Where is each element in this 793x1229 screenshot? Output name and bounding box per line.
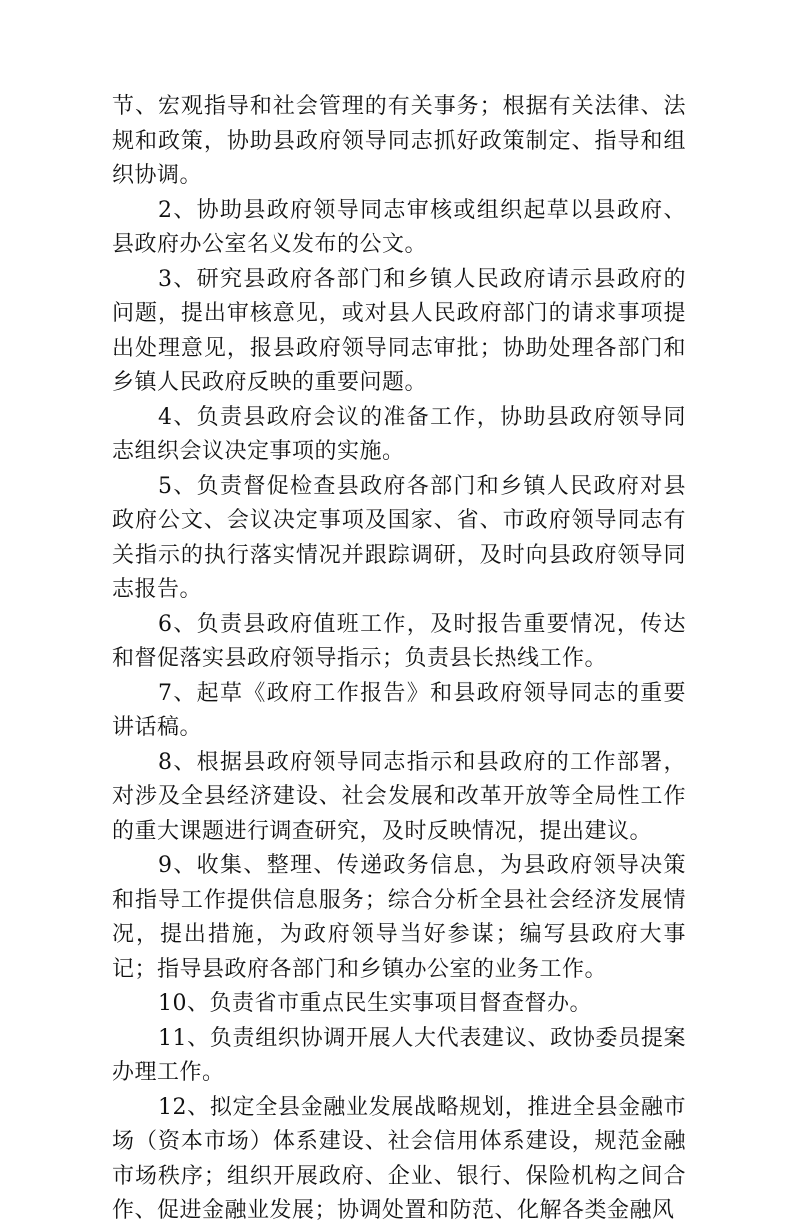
paragraph-item-6: 6、负责县政府值班工作，及时报告重要情况，传达和督促落实县政府领导指示；负责县长热线工作。 [112, 611, 686, 671]
paragraph-item-8: 8、根据县政府领导同志指示和县政府的工作部署，对涉及全县经济建设、社会发展和改革开放等全局性工作的重大课题进行调查研究，及时反映情况，提出建议。 [112, 749, 686, 844]
paragraph-item-10: 10、负责省市重点民生实事项目督查督办。 [158, 991, 592, 1016]
paragraph-item-7: 7、起草《政府工作报告》和县政府领导同志的重要讲话稿。 [112, 680, 686, 740]
paragraph-item-12: 12、拟定全县金融业发展战略规划，推进全县金融市场（资本市场）体系建设、社会信用体系建设，规范金融市场秩序；组织开展政府、企业、银行、保险机构之间合作、促进金融业发展；协调处置和防范、化解各类金融风 [112, 1094, 686, 1223]
paragraph-item-5: 5、负责督促检查县政府各部门和乡镇人民政府对县政府公文、会议决定事项及国家、省、市政府领导同志有关指示的执行落实情况并跟踪调研，及时向县政府领导同志报告。 [112, 473, 686, 602]
paragraph-continuation: 节、宏观指导和社会管理的有关事务；根据有关法律、法规和政策，协助县政府领导同志抓好政策制定、指导和组织协调。 [112, 94, 686, 188]
paragraph-item-4: 4、负责县政府会议的准备工作，协助县政府领导同志组织会议决定事项的实施。 [112, 404, 686, 464]
paragraph-item-2: 2、协助县政府领导同志审核或组织起草以县政府、县政府办公室名义发布的公文。 [112, 197, 686, 257]
paragraph-item-11: 11、负责组织协调开展人大代表建议、政协委员提案办理工作。 [112, 1025, 686, 1085]
paragraph-item-3: 3、研究县政府各部门和乡镇人民政府请示县政府的问题，提出审核意见，或对县人民政府部门的请求事项提出处理意见，报县政府领导同志审批；协助处理各部门和乡镇人民政府反映的重要问题。 [112, 266, 686, 395]
document-body [112, 90, 686, 1229]
paragraph-item-9: 9、收集、整理、传递政务信息，为县政府领导决策和指导工作提供信息服务；综合分析全县社会经济发展情况，提出措施，为政府领导当好参谋；编写县政府大事记；指导县政府各部门和乡镇办公室的业务工作。 [112, 853, 686, 982]
